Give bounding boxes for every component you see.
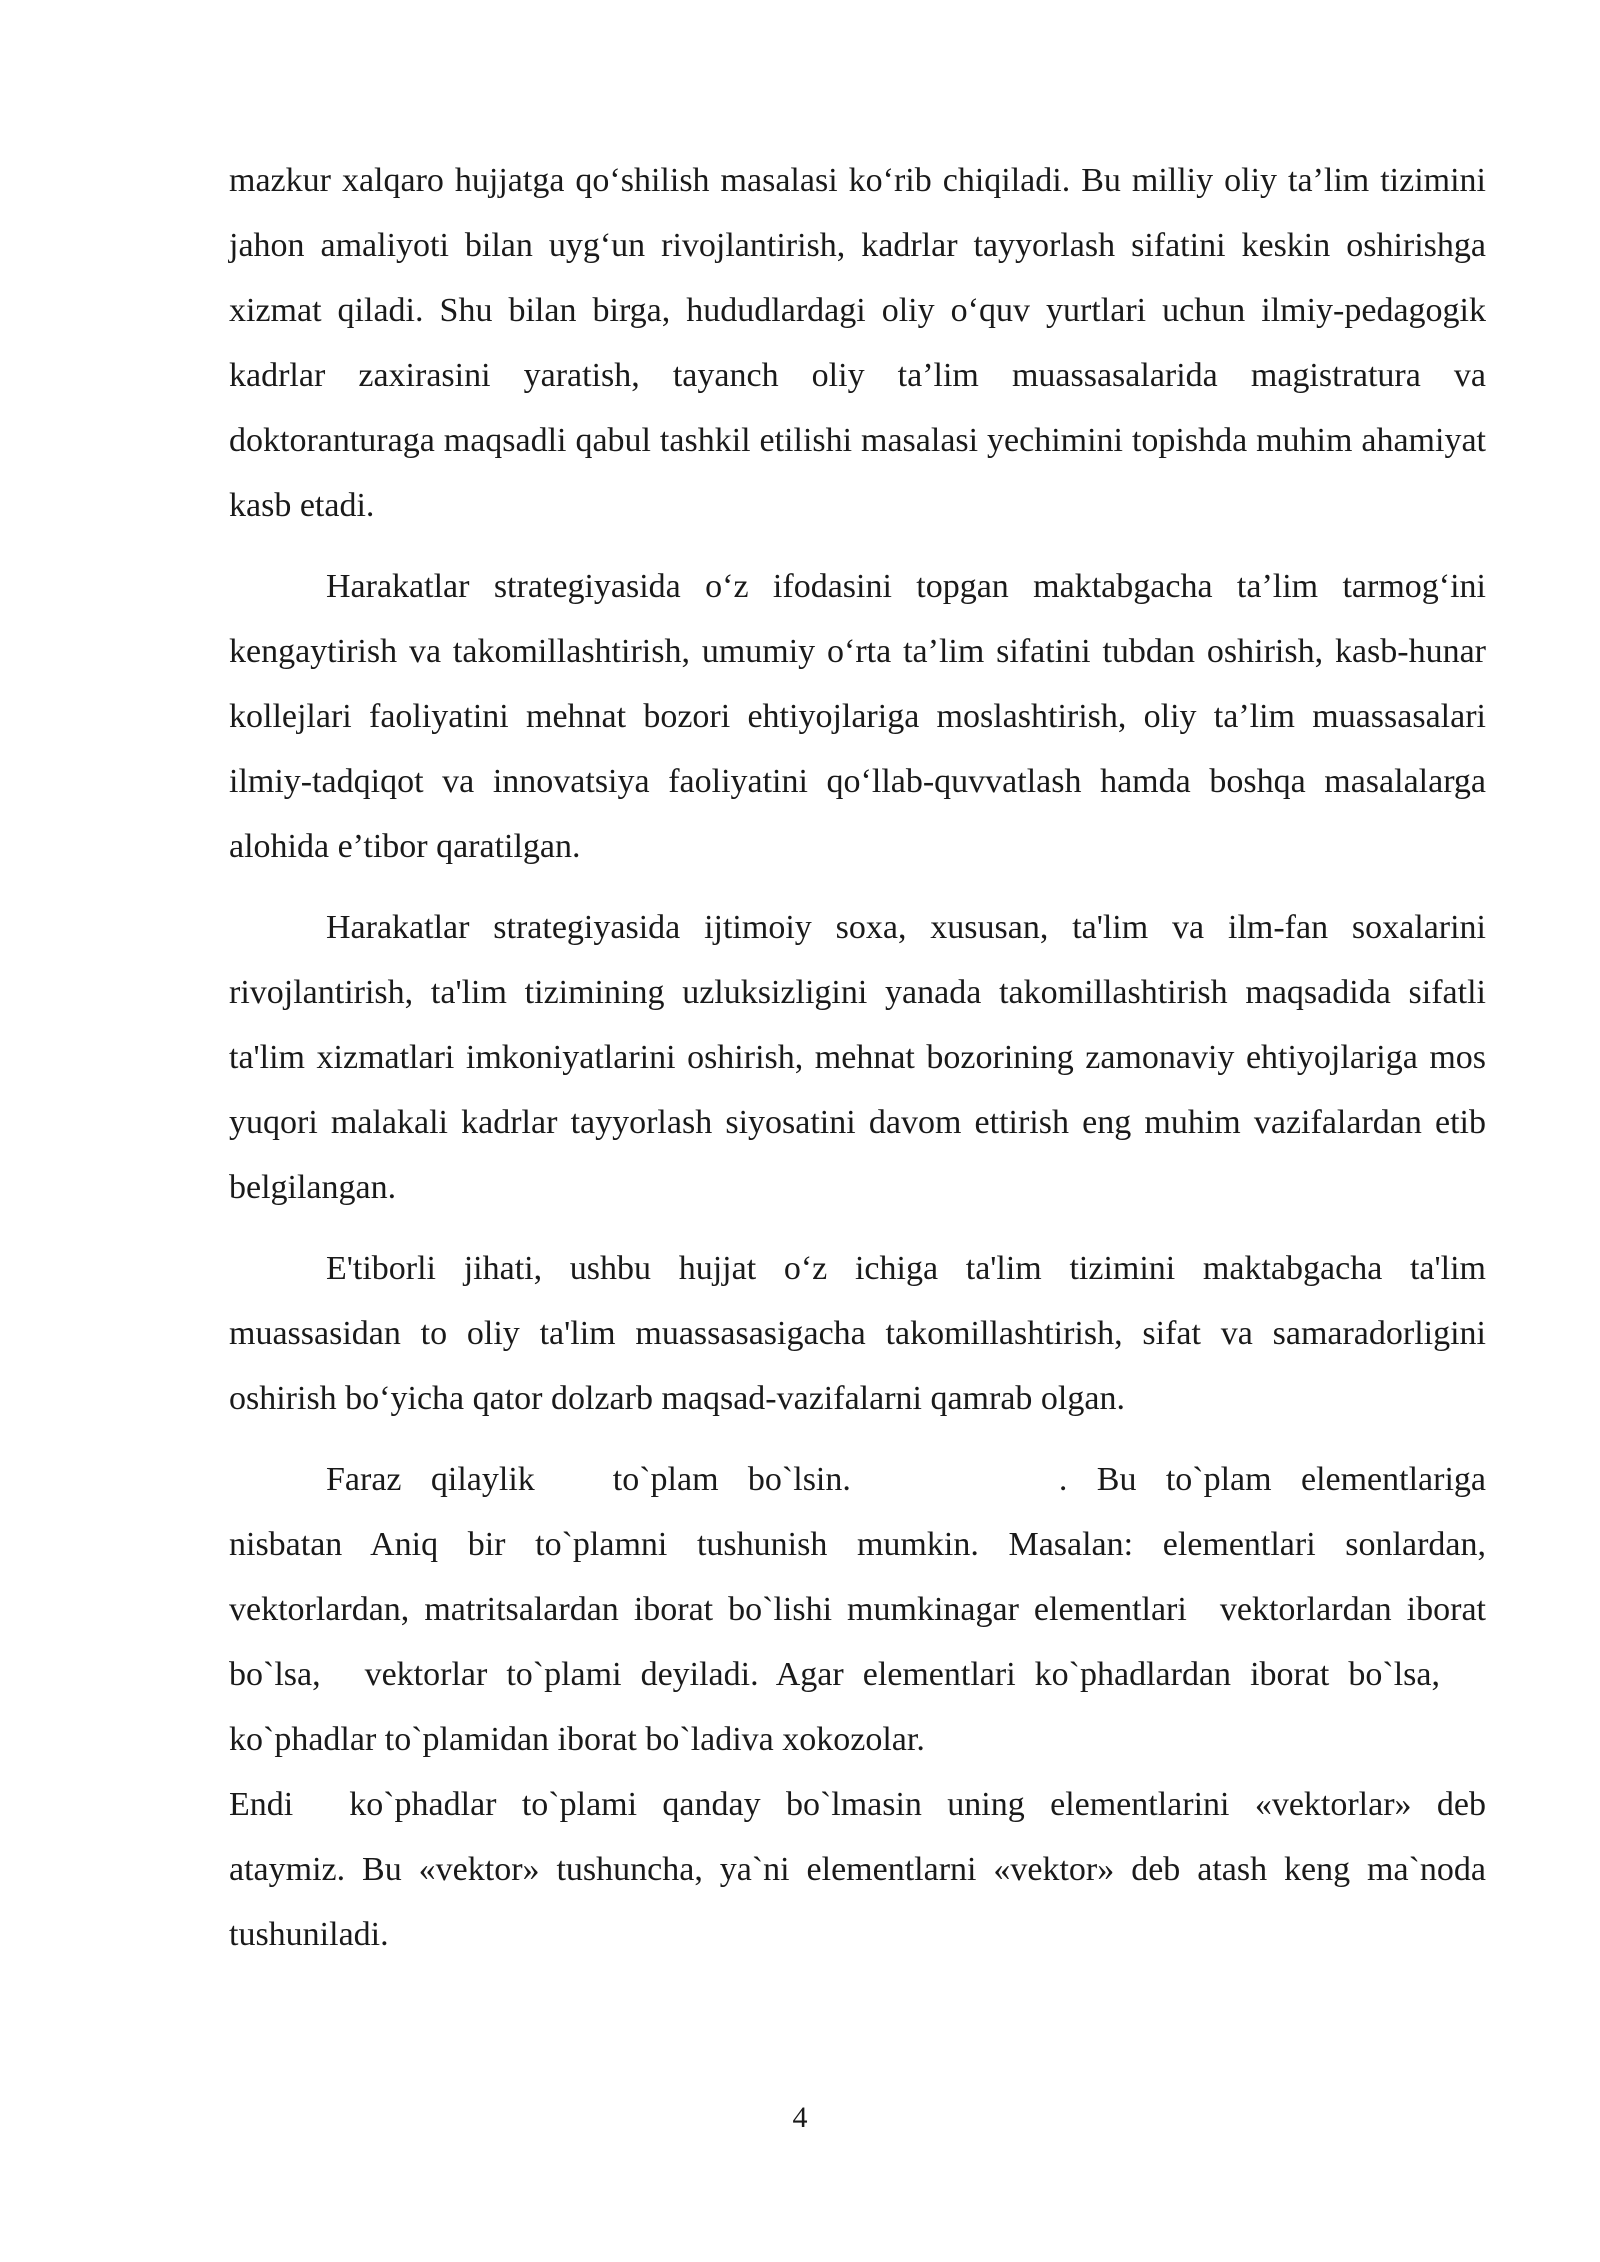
page-number: 4 [792,2101,808,2134]
paragraph-6 [229,1772,1486,1967]
paragraph-1: mazkur xalqaro hujjatga qo‘shilish masalasi ko‘rib chiqiladi. Bu milliy oliy ta’lim tizimini jahon amaliyoti bilan uyg‘un rivojlantirish, kadrlar tayyorlash sifatini keskin oshirishga xizmat qiladi. Shu bilan birga, hududlardagi oliy o‘quv yurtlari uchun ilmiy-pedagogik kadrlar zaxirasini yaratish, tayanch oliy ta’lim muassasalarida magistratura va doktoranturaga maqsadli qabul tashkil etilishi masalasi yechimini topishda muhim ahamiyat kasb etadi. [229,162,1486,524]
paragraph-6-part-2: ko`phadlar to`plami qanday bo`lmasin uning elementlarini «vektorlar» deb ataymiz. Bu «vektor» tushuncha, ya`ni elementlarni «vektor» deb atash keng ma`noda tushuniladi. [229,1786,1486,1953]
paragraph-3: Harakatlar strategiyasida ijtimoiy soxa, xususan, ta'lim va ilm-fan soxalarini rivojlantirish, ta'lim tizimining uzluksizligini yanada takomillashtirish maqsadida sifatli ta'lim xizmatlari imkoniyatlarini oshirish, mehnat bozorining zamonaviy ehtiyojlariga mos yuqori malakali kadrlar tayyorlash siyosatini davom ettirish eng muhim vazifalardan etib belgilangan. [229,909,1486,1206]
paragraph-5-part-6: ko`phadlar to`plamidan iborat bo`ladiva xokozolar. [229,1721,925,1758]
paragraph-5-part-1: Faraz qilaylik [326,1461,535,1498]
paragraph-5-part-4: vektorlardan iborat bo`lsa, [229,1591,1486,1693]
paragraph-5 [229,1447,1486,1772]
paragraph-5-part-2: to`plam bo`lsin. [612,1461,851,1498]
document-page [229,148,1486,1983]
paragraph-4: E'tiborli jihati, ushbu hujjat o‘z ichiga ta'lim tizimini maktabgacha ta'lim muassasidan to oliy ta'lim muassasasigacha takomillashtirish, sifat va samaradorligini oshirish bo‘yicha qator dolzarb maqsad-vazifalarni qamrab olgan. [229,1250,1486,1417]
paragraph-5-part-5: vektorlar to`plami deyiladi. Agar elementlari ko`phadlardan iborat bo`lsa, [364,1656,1440,1693]
paragraph-6-part-1: Endi [229,1786,294,1823]
paragraph-2: Harakatlar strategiyasida o‘z ifodasini topgan maktabgacha ta’lim tarmog‘ini kengaytirish va takomillashtirish, umumiy o‘rta ta’lim sifatini tubdan oshirish, kasb-hunar kollejlari faoliyatini mehnat bozori ehtiyojlariga moslashtirish, oliy ta’lim muassasalari ilmiy-tadqiqot va innovatsiya faoliyatini qo‘llab-quvvatlash hamda boshqa masalalarga alohida e’tibor qaratilgan. [229,568,1486,865]
paragraph-5-part-3: . Bu to`plam elementlariga nisbatan Aniq bir to`plamni tushunish mumkin. Masalan: elementlari sonlardan, vektorlardan, matritsalardan iborat bo`lishi mumkinagar elementlari [229,1461,1486,1628]
